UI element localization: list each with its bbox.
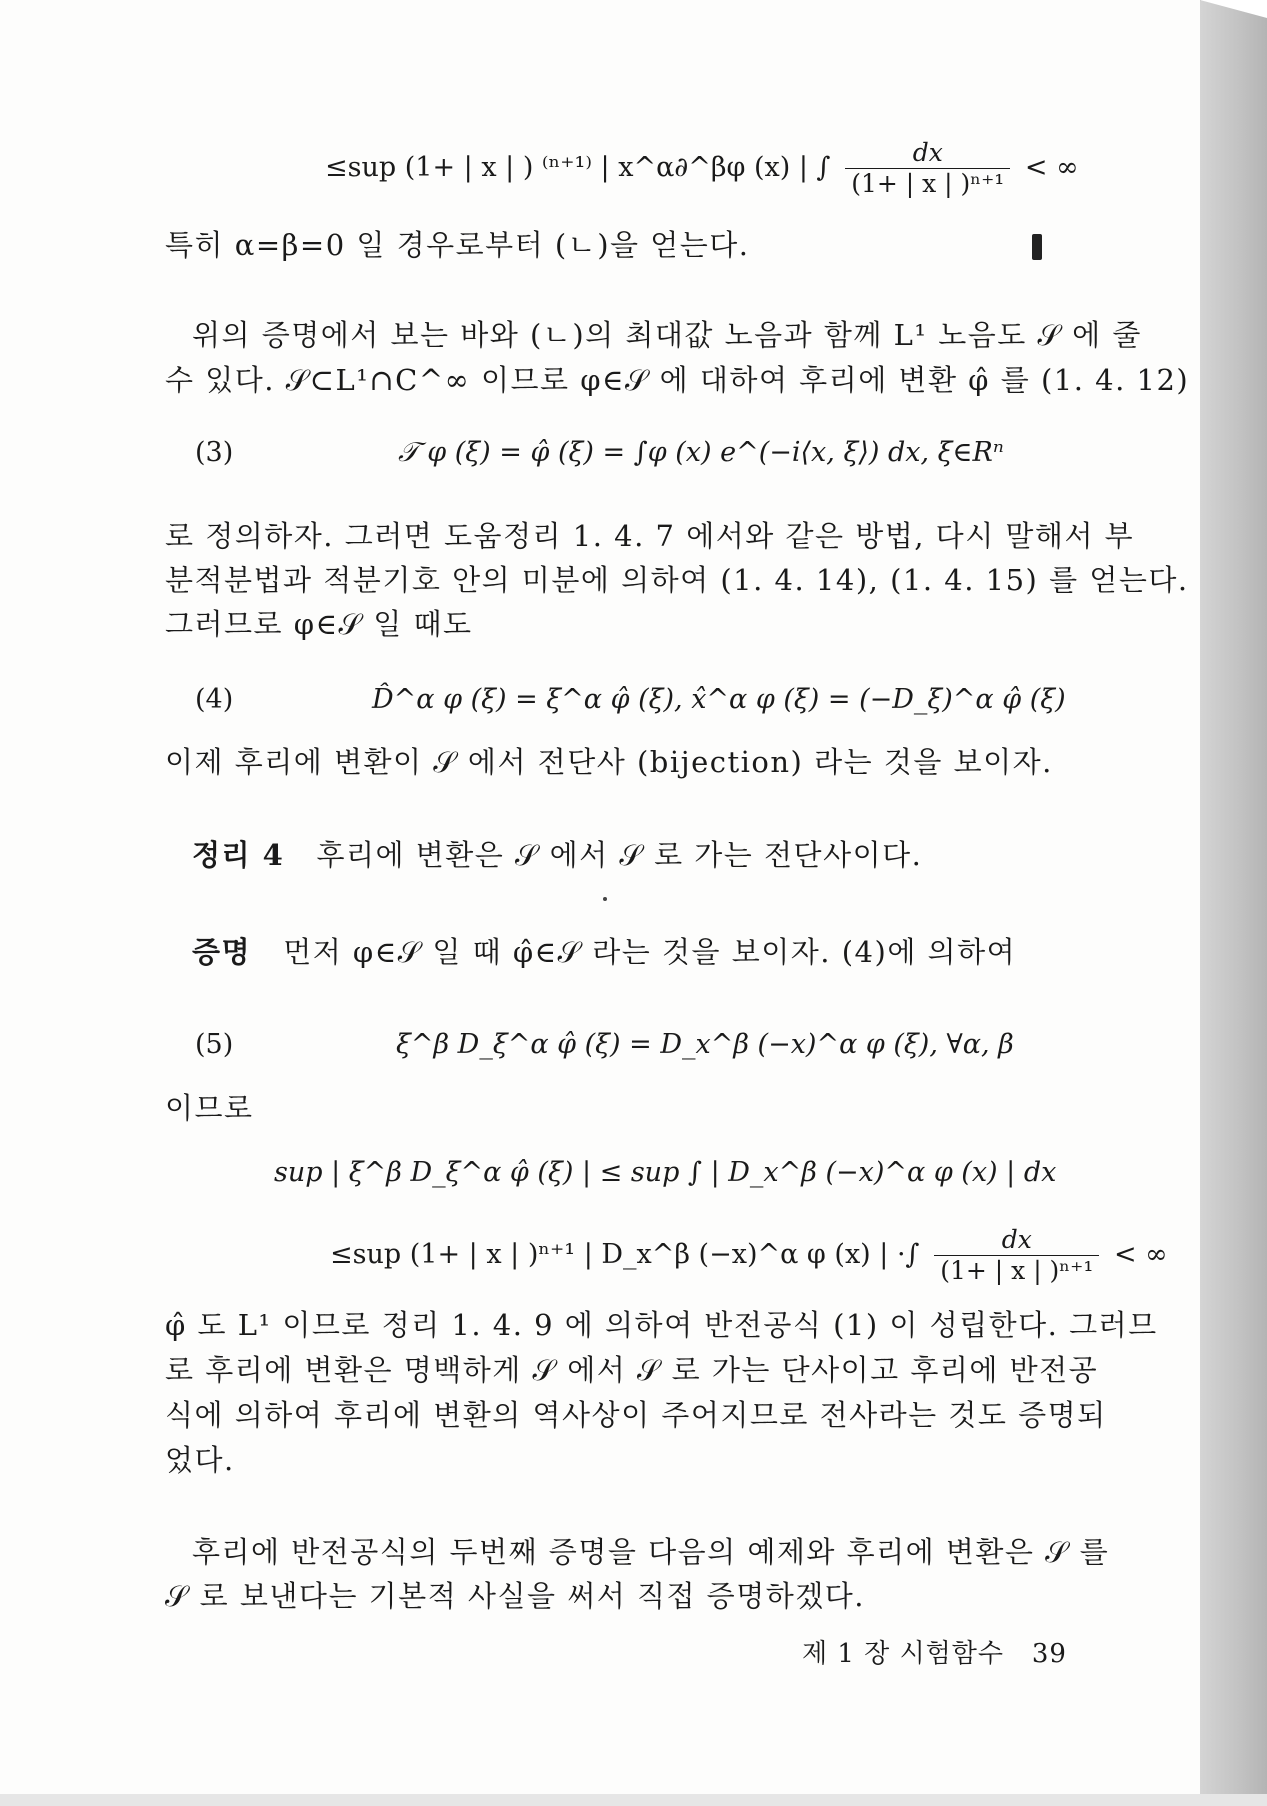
text-line: 식에 의하여 후리에 변환의 역사상이 주어지므로 전사라는 것도 증명되 [165,1398,1107,1432]
equation-top-left: ≤sup (1+ | x | ) ⁽ⁿ⁺¹⁾ | x^α∂^βφ (x) | ∫ [325,152,831,183]
stray-dot [603,897,607,901]
text-line: 로 후리에 변환은 명백하게 𝒮 에서 𝒮 로 가는 단사이고 후리에 반전공 [165,1353,1099,1387]
chapter-title: 제 1 장 시험함수 [802,1639,1005,1669]
text-line: 이제 후리에 변환이 𝒮 에서 전단사 (bijection) 라는 것을 보이자. [165,745,1053,779]
text-line: 분적분법과 적분기호 안의 미분에 의하여 (1. 4. 14), (1. 4. 15) 를 얻는다. [165,563,1189,597]
equation-7 [330,1225,1168,1286]
equation-4: D̂^α φ (ξ) = ξ^α φ̂ (ξ), x̂^α φ (ξ) = (−D_ξ)^α φ̂ (ξ) [372,684,1066,715]
proof [192,932,1016,972]
proof-label: 증명 [192,935,252,969]
fraction-denominator: (1+ | x | )ⁿ⁺¹ [940,1256,1094,1285]
equation-number: (3) [195,437,234,468]
equation-number: (4) [195,684,234,715]
equation-number: (5) [195,1029,234,1060]
equation-7-end: < ∞ [1113,1239,1168,1270]
text-line: 로 정의하자. 그러면 도움정리 1. 4. 7 에서와 같은 방법, 다시 말해서 부 [165,519,1135,553]
text-line: 수 있다. 𝒮⊂L¹∩C^∞ 이므로 φ∈𝒮 에 대하여 후리에 변환 φ̂ 를 (1. 4. 12) [165,363,1190,397]
paragraph-start: 위의 증명에서 보는 바와 (ㄴ)의 최대값 노음과 함께 L¹ 노음도 𝒮 에 줄 [192,318,1142,352]
book-bottom-edge [0,1794,1267,1806]
equation-3: 𝒯 φ (ξ) = φ̂ (ξ) = ∫φ (x) e^(−i⟨x, ξ⟩) dx, ξ∈Rⁿ [398,437,1004,468]
equation-5: ξ^β D_ξ^α φ̂ (ξ) = D_x^β (−x)^α φ (ξ), ∀α, β [396,1029,1014,1060]
equation-top-end: < ∞ [1024,152,1079,183]
text-line: 그러므로 φ∈𝒮 일 때도 [165,607,473,641]
text-line: 특히 α=β=0 일 경우로부터 (ㄴ)을 얻는다. [165,228,750,262]
equation-top-fraction [845,138,1010,199]
theorem-label: 정리 4 [192,838,285,872]
fraction-numerator: dx [845,138,1010,169]
fraction-numerator: dx [934,1225,1099,1256]
theorem-text: 후리에 변환은 𝒮 에서 𝒮 로 가는 전단사이다. [316,838,923,872]
text-line: 이므로 [165,1091,254,1125]
book-edge [1200,0,1267,1806]
fraction-denominator: (1+ | x | )ⁿ⁺¹ [851,169,1005,198]
equation-7-left: ≤sup (1+ | x | )ⁿ⁺¹ | D_x^β (−x)^α φ (x) | ·∫ [330,1239,920,1270]
proof-text: 먼저 φ∈𝒮 일 때 φ̂∈𝒮 라는 것을 보이자. (4)에 의하여 [283,935,1017,969]
equation-7-fraction [934,1225,1099,1286]
text-line: 었다. [165,1443,235,1477]
margin-mark [1032,234,1042,260]
theorem [192,835,922,875]
equation-top [325,138,1079,199]
text-line: 𝒮 로 보낸다는 기본적 사실을 써서 직접 증명하겠다. [165,1579,865,1613]
text-line: φ̂ 도 L¹ 이므로 정리 1. 4. 9 에 의하여 반전공식 (1) 이 성립한다. 그러므 [165,1308,1158,1342]
page-footer [802,1634,1067,1674]
page-number: 39 [1031,1639,1067,1669]
paragraph-start: 후리에 반전공식의 두번째 증명을 다음의 예제와 후리에 변환은 𝒮 를 [192,1535,1110,1569]
equation-6: sup | ξ^β D_ξ^α φ̂ (ξ) | ≤ sup ∫ | D_x^β (−x)^α φ (x) | dx [274,1157,1057,1188]
